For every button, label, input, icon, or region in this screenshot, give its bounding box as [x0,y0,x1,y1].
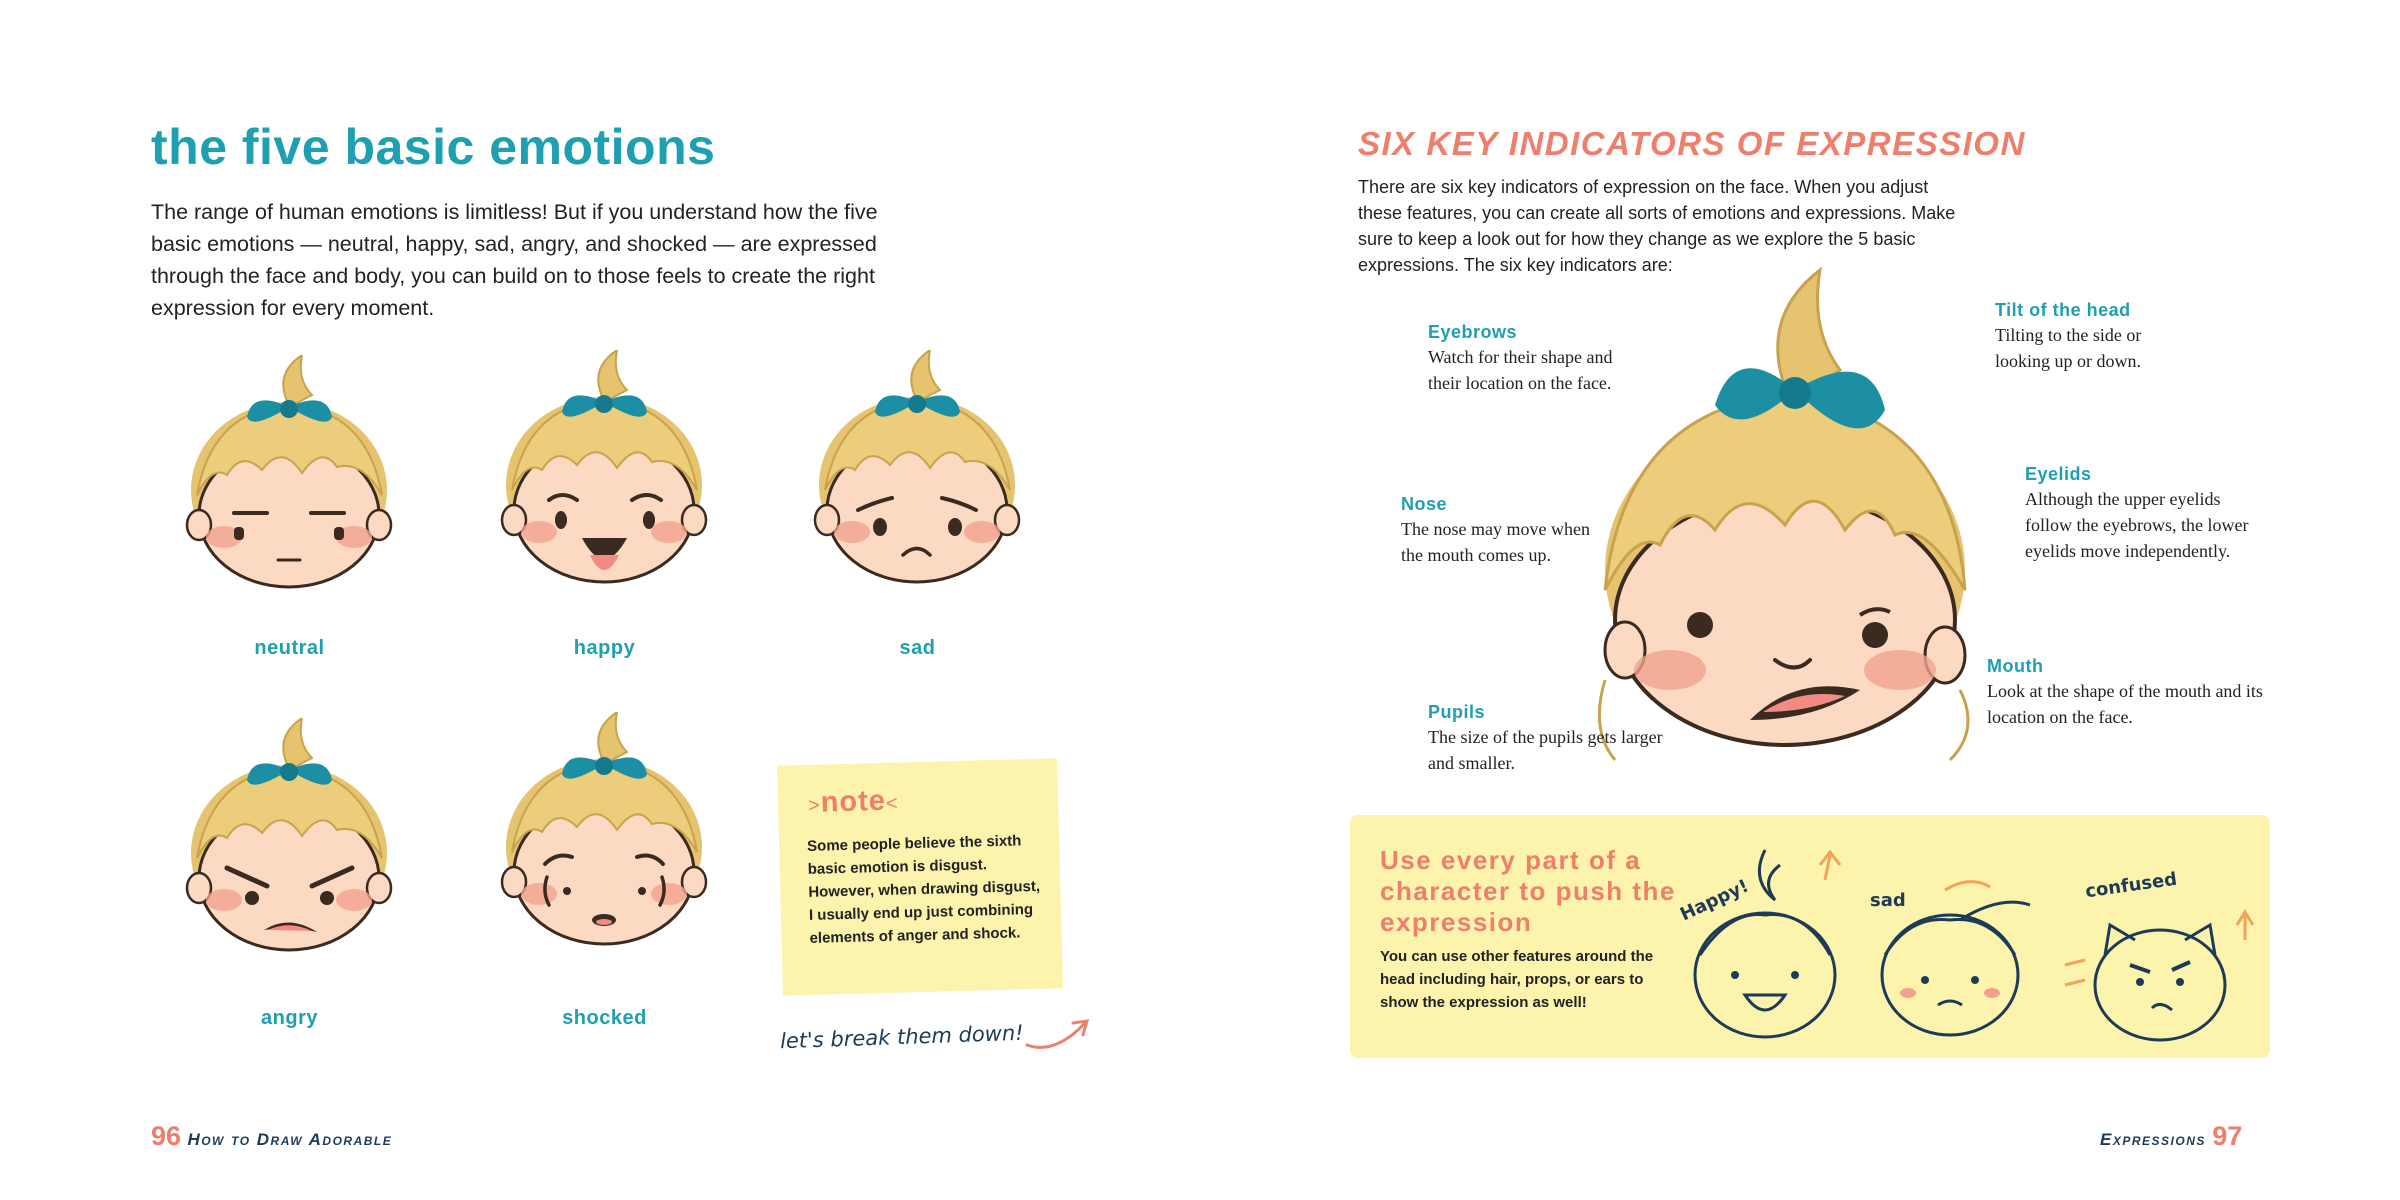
right-running-head: Expressions [2100,1130,2206,1149]
face-sad [800,350,1035,600]
sketch-label-confused: confused [2083,868,2179,903]
arrow-icon [1025,1015,1095,1055]
indicator-eyelids [2025,462,2285,564]
indicator-mouth [1987,654,2263,730]
happy-face-illustration [487,350,722,595]
face-label-angry: angry [261,1007,318,1029]
face-label-shocked: shocked [562,1007,647,1029]
intro-paragraph: The range of human emotions is limitless! But if you understand how the five basic emotions — neutral, happy, sad, angry, and shocked — are expressed through the face and body, you can build on to those feels to create the right expression for every moment. [151,200,878,320]
indicator-pupils-body: The size of the pupils gets larger and smaller. [1428,727,1663,773]
indicator-eyebrows-body: Watch for their shape and their location on the face. [1428,347,1613,393]
confused-sketch-illustration [2060,900,2260,1050]
right-page-number: 97 [2212,1121,2243,1151]
face-label-sad: sad [899,637,936,659]
page-title: the five basic emotions [151,119,716,175]
indicator-eyebrows-title: Eyebrows [1428,322,1518,342]
face-angry [172,718,407,968]
indicator-eyelids-title: Eyelids [2025,464,2092,484]
note-card [777,758,1063,995]
right-page-title: SIX KEY INDICATORS OF EXPRESSION [1358,125,2026,162]
tip-body: You can use other features around the head including hair, props, or ears to show the expression as well! [1380,948,1654,1011]
angry-face-illustration [172,718,407,963]
sketch-label-happy: Happy! [1676,875,1752,926]
indicator-tilt-body: Tilting to the side or looking up or down. [1995,325,2142,371]
indicator-pupils [1428,700,1688,776]
face-label-happy: happy [573,637,636,659]
indicator-tilt-title: Tilt of the head [1995,300,2131,320]
face-happy [487,350,722,600]
note-title: >note< [807,784,899,819]
indicator-eyebrows [1428,320,1688,396]
sad-sketch-illustration [1870,875,2040,1050]
indicator-mouth-body: Look at the shape of the mouth and its location on the face. [1987,681,2263,727]
face-neutral [172,355,407,605]
indicator-pupils-title: Pupils [1428,702,1486,722]
sketch-label-sad: sad [1870,890,1906,911]
left-page-number: 96 [151,1121,182,1151]
tip-box [1350,815,2270,1058]
break-down-caption: let's break them down! [779,1020,1025,1054]
indicator-nose-title: Nose [1401,494,1448,514]
indicator-eyelids-body: Although the upper eyelids follow the eyebrows, the lower eyelids move independently. [2025,489,2249,561]
left-folio [151,1121,392,1152]
indicator-mouth-title: Mouth [1987,656,2044,676]
face-label-neutral: neutral [254,637,325,659]
face-shocked [487,712,722,962]
sad-face-illustration [800,350,1035,595]
indicator-nose-body: The nose may move when the mouth comes up. [1401,519,1590,565]
left-running-head: How to Draw Adorable [187,1130,393,1149]
right-intro-paragraph: There are six key indicators of expression on the face. When you adjust these features, you can create all sorts of emotions and expressions. Make sure to keep a look out for how they change as we explore the 5 basic expressions. The six key indicators are: [1358,177,1956,275]
note-title-text: note [820,784,887,819]
happy-sketch-illustration [1680,840,1850,1050]
right-folio [2100,1121,2242,1152]
shocked-face-illustration [487,712,722,957]
indicator-nose [1401,492,1661,568]
note-body: Some people believe the sixth basic emotion is disgust. However, when drawing disgust, I usually end up just combining elements of anger and shock. [806,832,1041,947]
tip-title: Use every part of a character to push the expression [1380,845,1676,937]
indicator-tilt [1995,298,2255,374]
neutral-face-illustration [172,355,407,600]
